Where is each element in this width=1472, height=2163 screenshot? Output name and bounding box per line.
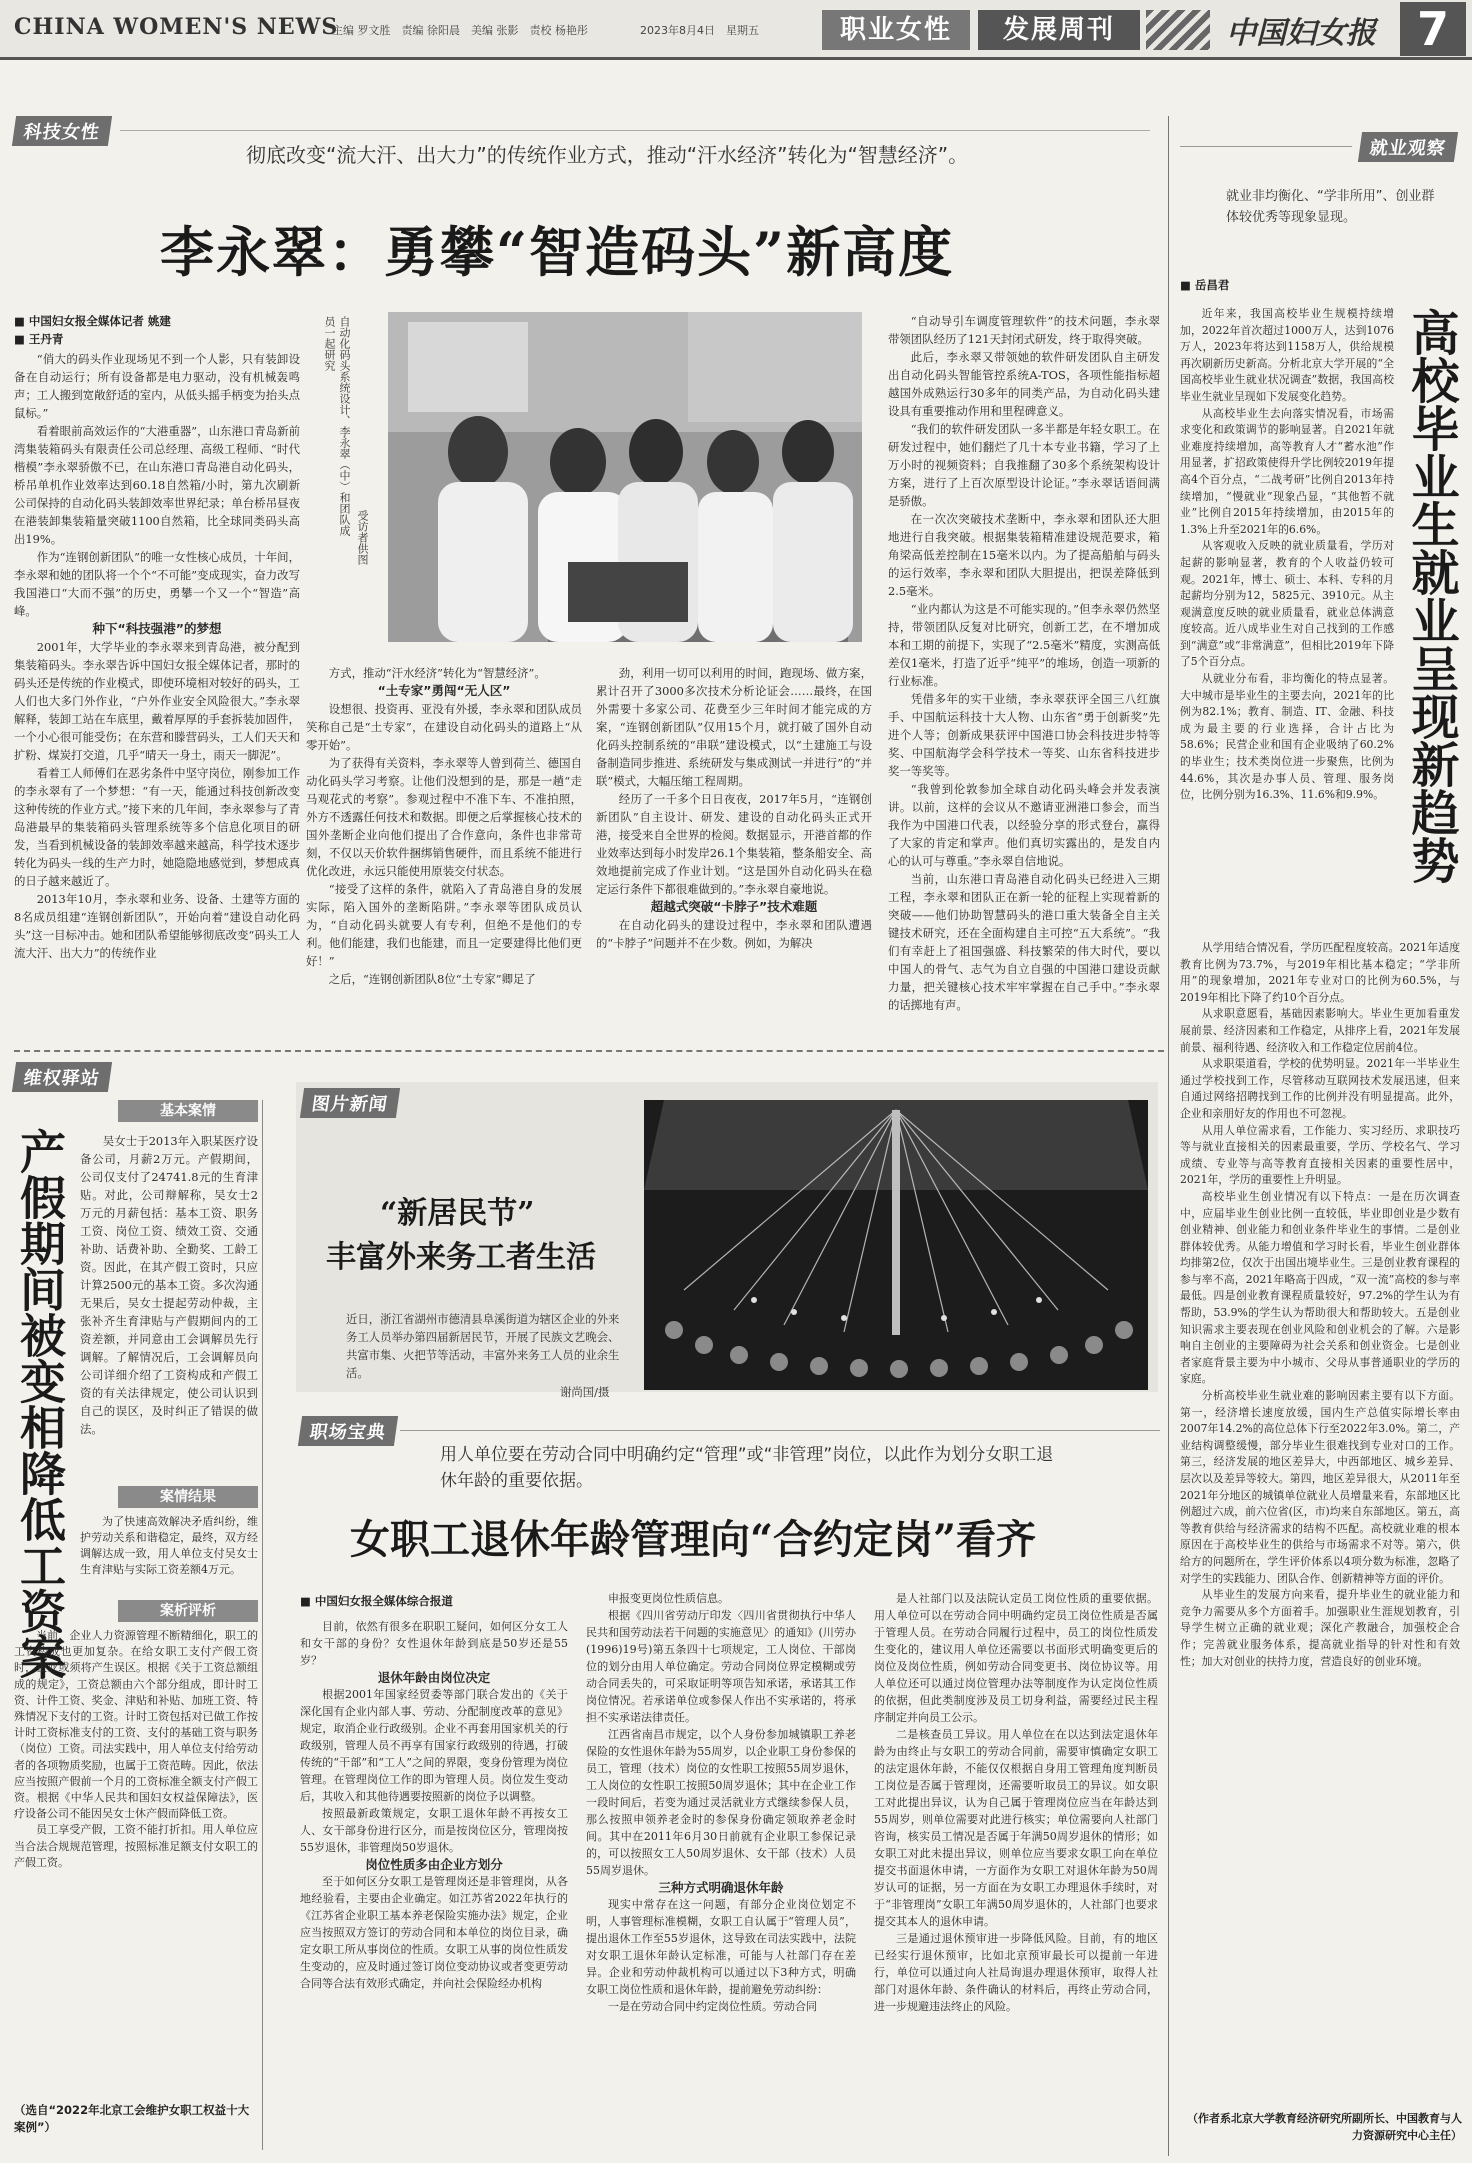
rights-result-text xyxy=(80,1514,258,1594)
article1-col1 xyxy=(14,350,300,960)
paragraph: 当前，企业人力资源管理不断精细化，职工的工资构成也更加复杂。在给女职工支付产假工资时，企业或须将产生误区。根据《关于工资总额组成的规定》，工资总额由六个部分组成，即计时工资、计件工资、奖金、津贴和补贴、加班工资、特殊情况下支付的工资。计时工资包括对已做工作按计时工资标准支付的工资、支付的基础工资与职务（岗位）工资。司法实践中，用人单位支付给劳动者的各项物质奖励，也属于工资范畴。因此，依法应当按照产假前一个月的工资标准全额支付产假工资。根据《中华人民共和国妇女权益保障法》，医疗设备公司不能因吴女士休产假而降低工资。 xyxy=(14,1629,258,1821)
label-basic-case: 基本案情 xyxy=(118,1100,258,1122)
paragraph: “俏大的码头作业现场见不到一个人影，只有装卸设备在自动运行；所有设备都是电力驱动，没有机械轰鸣声；工人搬到宽敞舒适的室内，从低头摇手柄变为抬头点鼠标。” xyxy=(14,352,300,420)
section-tag-workplace: 职场宝典 xyxy=(298,1416,398,1446)
photo-news-credit: 谢尚国/摄 xyxy=(560,1385,610,1399)
paragraph: 二是核查员工异议。用人单位在在以达到法定退休年龄为由终止与女职工的劳动合同前，需要审慎确定女职工的法定退休年龄，不能仅仅根据自身用工管理角度判断员工岗位是否属于管理岗，还需要听取员工的异议。如女职工对此提出异议，认为自己属于管理岗位应当在年龄达到55周岁，则单位需要对此进行核实；单位需要向人社部门咨询，核实员工情况是否属于年满50周岁退休的情形；如女职工对此未提出异议，则单位应当要求女职工向在单位提交书面退休申请，一方面作为女职工对退休年龄为50周岁认可的证据，另一方面在为女职工办理退休手续时，对于“非管理岗”女职工年满50周岁退休的，人社部门也要求提交其本人的退休申请。 xyxy=(874,1728,1158,1928)
article1-title: 李永翠：勇攀“智造码头”新高度 xyxy=(160,220,955,284)
paragraph: 2001年，大学毕业的李永翠来到青岛港，被分配到集装箱码头。李永翠告诉中国妇女报全媒体记者，那时的码头还是传统的作业模式，即使环境相对较好的码头，工人们也大多门外作业，“户外作业安全风险很大。”李永翠解释，装卸工站在车底里，戴着厚厚的手套拆装加固件，一个小心很可能受伤；在东营和滕营码头，工人们天天和扩粉、煤炭打交道，几乎“晴天一身土，雨天一脚泥”。 xyxy=(14,640,300,762)
byline-intern: ■ 王丹青 xyxy=(14,332,64,346)
paragraph: 为了获得有关资料，李永翠等人曾到荷兰、德国自动化码头学习考察。让他们没想到的是，那是一趟“走马观花式的考察”。参观过程中不准下车、不准拍照，外方不透露任何技术和数据。即便之后掌握核心技术的国外垄断企业向他们提出了合作意向，条件也非常苛刻，不仅以天价软件捆绑销售硬件，而且系统不能进行优化改进，永远只能使用原装交付状态。 xyxy=(306,756,582,878)
label-case-result: 案情结果 xyxy=(118,1486,258,1508)
paragraph: 之后，“连钢创新团队8位“土专家”卿足了 xyxy=(328,972,536,986)
paragraph: 至于如何区分女职工是管理岗还是非管理岗，从各地经验看，主要由企业确定。如江苏省2022年执行的《江苏省企业职工基本养老保险实施办法》规定，企业应当按照双方签订的劳动合同和本单位的岗位目录，确定女职工所从事岗位的性质。女职工从事的岗位性质发生变动的，应及时通过签订岗位变动协议或者变更劳动合同等合法有效形式确定，并向社会保险经办机构 xyxy=(300,1875,568,1990)
paragraph: 从用人单位需求看，工作能力、实习经历、求职技巧等与就业直接相关的因素最重要，学历、学校名气、学习成绩、专业等与高等教育直接相关因素的重要性居中，2021年，学历的重要性上升明显。 xyxy=(1180,1123,1460,1187)
subheading: 退休年龄由岗位决定 xyxy=(377,1670,491,1685)
tab-development-weekly: 发展周刊 xyxy=(978,10,1140,50)
paragraph: 当前，山东港口青岛港自动化码头已经进入三期工程，李永翠和团队正在新一轮的征程上实现着新的突破——他们协助智慧码头的港口重大装备全自主关键技术研究，还在全面构建自主可控“五大系统”。“我们有幸赶上了祖国强盛、科技繁荣的伟大时代，要以中国人的骨气、志气为自立自强的中国港口建设贡献力量，把关键核心技术牢牢掌握在自己手中。”李永翠的话掷地有声。 xyxy=(888,872,1160,1012)
issue-date: 2023年8月4日 星期五 xyxy=(640,24,759,37)
section-rule xyxy=(400,1430,1160,1431)
paragraph: “业内都认为这是不可能实现的。”但李永翠仍然坚持，带领团队反复对比研究，创新工艺，在不增加成本和工期的前提下，实现了“2.5毫米”精度，实测高低差仅1毫米，打造了近乎“纯平”的堆场，创造一项新的行业标准。 xyxy=(888,602,1160,688)
column-divider xyxy=(262,1100,263,2150)
article1-col2 xyxy=(306,664,582,986)
paragraph: 在自动化码头的建设过程中，李永翠和团队遭遇的“卡脖子”问题并不在少数。例如，为解决 xyxy=(596,918,872,950)
paragraph: 申报变更岗位性质信息。 xyxy=(608,1592,729,1605)
paragraph: 根据《四川省劳动厅印发〈四川省贯彻执行中华人民共和国劳动法若干问题的实施意见〉的通知》(川劳办(1996)19号)第五条四十七项规定，工人岗位、干部岗位的划分由用人单位确定。劳动合同岗位界定模糊或劳动合同丢失的，可采取证明等项告知承诺，承诺其工作岗位情况。若承诺单位或参保人作出不实承诺的，将承担不实承诺法律责任。 xyxy=(586,1609,856,1724)
photo-caption: 自动化码头系统设计、李永翠（中）和团队成员一起研究 xyxy=(323,316,351,536)
paragraph: 分析高校毕业生就业难的影响因素主要有以下方面。第一，经济增长速度放缓，国内生产总值实际增长率由2007年14.2%的高位总体下行至2022年3.0%。第二，产业结构调整缓慢，部分毕业生很难找到专业对口的工作。第三，经济发展的地区差异大，中西部地区、城乡差异、层次以及差异等较大。第四，地区差异很大，从2011年至2021年分地区的城镇单位就业人员增量来看，东部地区比例超过六成，前六位省(区，市)均来自东部地区。第五，高等教育供给与经济需求的结构不匹配。高校就业难的根本原因在于高校毕业生的供给与市场需求不对等。第六，供给方的问题所在，学生评价体系以4项分数为标准，忽略了对学生的实践能力、团队合作、创新精神等方面的评价。 xyxy=(1180,1389,1460,1585)
paragraph: 从求职意愿看，基础因素影响大。毕业生更加看重发展前景、经济因素和工作稳定，从排序上看，2021年发展前景、福利待遇、经济收入和工作稳定位居前4位。 xyxy=(1180,1007,1460,1054)
paragraph: 一是在劳动合同中约定岗位性质。劳动合同 xyxy=(608,2000,817,2013)
paragraph: 此后，李永翠又带领她的软件研发团队自主研发出自动化码头智能管控系统A-TOS，各项性能指标超越国外成熟运行30多年的同类产品，为自动化码头建设具有重要推动作用和里程碑意义。 xyxy=(888,350,1160,418)
paragraph: 高校毕业生创业情况有以下特点：一是在历次调查中，应届毕业生创业比例一直较低，毕业即创业是少数有创业精神、创业能力和创业条件毕业生的事情。二是创业群体较优秀。从能力增值和学习时长看，毕业生创业群体均排第2位，仅次于出国出境毕业生。三是创业教育课程的参与率不高，2021年略高于四成，“双一流”高校的参与率最低。四是创业教育课程质量较好，97.2%的学生认为有帮助，53.9%的学生认为帮助很大和帮助较大。五是创业知识需求主要表现在创业风险和创业机会的了解。六是影响自主创业的主要障碍为社会关系和创业资金。七是创业者家庭背景主要为中小城市、父母从事普通职业的学历的家庭。 xyxy=(1180,1189,1460,1386)
employment-title: 高校毕业生就业呈现新趋势 xyxy=(1403,308,1459,884)
article2-col1 xyxy=(300,1618,568,2158)
subheading: 三种方式明确退休年龄 xyxy=(658,1880,784,1895)
column-divider xyxy=(1168,116,1169,2156)
section-tag-photo-news: 图片新闻 xyxy=(300,1088,400,1118)
section-rule xyxy=(120,130,1150,131)
photo-credit: 受访者供图 xyxy=(356,510,369,565)
paragraph: 从客观收入反映的就业质量看，学历对起薪的影响显著，教育的个人收益仍较可观。2021年，博士、硕士、本科、专科的月起薪均分别为12，5825元、3910元。从主观满意度反映的就业质量看，就业总体满意度较高。近八成毕业生对自己找到的工作感到“满意”或“非常满意”，但相比2019年下降了5个百分点。 xyxy=(1180,539,1394,669)
section-rule xyxy=(1180,146,1352,147)
section-tag-tech-women: 科技女性 xyxy=(12,116,112,146)
paragraph: “我们的软件研发团队一多半都是年轻女职工。在研发过程中，她们翻烂了几十本专业书籍，学习了上万小时的视频资料；自我推翻了30多个系统架构设计方案，进行了上百次原型设计论证。”李永翠话语间满是骄傲。 xyxy=(888,422,1160,508)
section-divider xyxy=(14,1050,1164,1052)
article1-col3 xyxy=(596,664,872,950)
newspaper-logo: 中国妇女报 xyxy=(1226,16,1376,51)
paragraph: 劲，利用一切可以利用的时间，跑现场、做方案，累计召开了3000多次技术分析论证会……最终，在国外需要十多家公司、花费至少三年时间才能完成的方案，“连钢创新团队”仅用15个月，就打破了国外自动化码头控制系统的“串联”建设模式，以“土建施工与设备制造同步推进、系统研发与集成测试一并进行”的“并联”模式，大幅压缩工程周期。 xyxy=(596,666,872,788)
article2-byline: ■ 中国妇女报全媒体综合报道 xyxy=(300,1594,453,1608)
paragraph: 方式，推动“汗水经济”转化为“智慧经济”。 xyxy=(328,666,546,680)
paragraph: 从毕业生的发展方向来看，提升毕业生的就业能力和竞争力需要从多个方面着手。加强职业生涯规划教育，引导学生树立正确的就业观；深化产教融合，加强校企合作；完善就业服务体系，提高就业指导的针对性和有效性；加大对创业的扶持力度，营造良好的创业环境。 xyxy=(1180,1588,1460,1668)
paragraph: 近年来，我国高校毕业生规模持续增加，2022年首次超过1000万人，达到1076万人，2023年将达到1158万人，供给规模再次刷新历史新高。分析北京大学开展的“全国高校毕业生就业状况调查”数据，我国高校毕业生就业呈现如下发展变化趋势。 xyxy=(1180,307,1394,403)
section-tag-rights-station: 维权驿站 xyxy=(12,1062,112,1092)
staff-credits: 主编 罗文胜 责编 徐阳晨 美编 张影 责校 杨艳彤 xyxy=(332,24,588,37)
festival-photo xyxy=(644,1100,1148,1390)
page-number: 7 xyxy=(1400,2,1466,56)
rights-source: （选自“2022年北京工会维护女职工权益十大案例”） xyxy=(14,2103,250,2134)
article2-title: 女职工退休年龄管理向“合约定岗”看齐 xyxy=(350,1516,1037,1563)
paragraph: “接受了这样的条件，就陷入了青岛港自身的发展实际，陷入国外的垄断陷阱。”李永翠等团队成员认为，“自动化码头就要人有专利，但绝不是他们的专利。他们能建，我们也能建，而且一定要建得比他们更好！” xyxy=(306,882,582,968)
label-case-comment: 案析评析 xyxy=(118,1600,258,1622)
subheading: “土专家”勇闯“无人区” xyxy=(377,683,511,698)
employment-byline: ■ 岳昌君 xyxy=(1180,278,1230,292)
paragraph: 看着工人师傅们在恶劣条件中坚守岗位，刚参加工作的李永翠有了一个梦想：“有一天，能通过科技创新改变这种传统的作业方式。”接下来的几年间，李永翠参与了青岛港最早的集装箱码头管理系统等多个信息化项目的研发，当看到机械设备的装卸效率越来越高，科学技术逐步转化为码头一线的生产力时，她隐隐地感觉到，梦想成真的日子越来越近了。 xyxy=(14,766,300,888)
article1-subtitle: 彻底改变“流大汗、出大力”的传统作业方式，推动“汗水经济”转化为“智慧经济”。 xyxy=(246,143,969,167)
paragraph: 从就业分布看，非均衡化的特点显著。大中城市是毕业生的主要去向，2021年的比例为82.1%；教育、制造、IT、金融、科技成为最主要的行业选择，合计占比为58.6%；民营企业和国有企业吸纳了60.2%的毕业生；技术类岗位进一步聚焦，比例为44.6%，其次是办事人员、管理、服务岗位，比例分别为16.3%、11.6%和9.9%。 xyxy=(1180,672,1394,802)
tab-career-women: 职业女性 xyxy=(822,10,970,50)
paragraph: 员工享受产假，工资不能打折扣。用人单位应当合法合规规范管理，按照标准足额支付女职工的产假工资。 xyxy=(14,1823,258,1869)
subheading: 种下“科技强港”的梦想 xyxy=(92,621,222,636)
paragraph: 三是通过退休预审进一步降低风险。目前，有的地区已经实行退休预审，比如北京预审最长可以提前一年进行，单位可以通过向人社局询退办理退休预审，取得人社部门对退休年龄、条件确认的材料后，再终止劳动合同，进一步规避违法终止的风险。 xyxy=(874,1932,1158,2013)
paragraph: 从求职渠道看，学校的优势明显。2021年一半毕业生通过学校找到工作，尽管移动互联网技术发展迅速，但来自通过网络招聘找到工作的比例并没有明显提高。此外，企业和亲朋好友的作用也不可忽视。 xyxy=(1180,1057,1460,1120)
paragraph: 作为“连钢创新团队”的唯一女性核心成员，十年间，李永翠和她的团队将一个个“不可能”变成现实，奋力改写我国港口“大而不强”的历史，勇攀一个又一个“智造”高峰。 xyxy=(14,550,300,618)
article2-col2 xyxy=(586,1590,856,2158)
byline-reporter: ■ 中国妇女报全媒体记者 姚建 xyxy=(14,314,171,328)
paragraph: 目前，依然有很多在职职工疑问，如何区分女工人和女干部的身份？女性退休年龄到底是50岁还是55岁？ xyxy=(300,1620,568,1667)
paragraph: 凭借多年的实干业绩，李永翠获评全国三八红旗手、中国航运科技十大人物、山东省“勇于创新奖”先进个人等；创新成果获评中国港口协会科技进步特等奖、中国航海学会科学技术一等奖、山东省科技进步奖一等奖等。 xyxy=(888,692,1160,778)
article2-subtitle: 用人单位要在劳动合同中明确约定“管理”或“非管理”岗位，以此作为划分女职工退休年龄的重要依据。 xyxy=(440,1445,1054,1491)
photo-news-subtitle: 丰富外来务工者生活 xyxy=(326,1240,596,1275)
rights-basic-text xyxy=(80,1132,258,1478)
subheading: 岗位性质多由企业方划分 xyxy=(365,1857,503,1872)
paragraph: 从学用结合情况看，学历匹配程度较高。2021年适度教育比例为73.7%，与2019年相比基本稳定；“学非所用”的现象增加，2021年专业对口的比例为60.5%，与2019年相比下降了约10个百分点。 xyxy=(1180,941,1460,1004)
photo-news-title: “新居民节” xyxy=(380,1196,535,1231)
article2-col3 xyxy=(874,1590,1158,2158)
rights-title: 产假期间被变相降低工资案 xyxy=(13,1128,67,1680)
section-tag-employment: 就业观察 xyxy=(1358,132,1458,162)
paragraph: 现实中常存在这一问题，有部分企业岗位划定不明，人事管理标准模糊，女职工自认属于“管理人员”，提出退休工作至55岁退休，这导致在司法实践中，法院对女职工退休年龄认定标准，可能与人社部门存在差异。企业和劳动仲裁机构可以通过以下3种方式，明确女职工岗位性质和退休年龄，提前避免劳动纠纷： xyxy=(586,1898,856,1996)
employment-text-bottom xyxy=(1180,940,1460,2100)
employment-text-top xyxy=(1180,306,1394,936)
paragraph: 吴女士于2013年入职某医疗设备公司，月薪2万元。产假期间，公司仅支付了24741.8元的生育津贴。对此，公司辩解称，吴女士2万元的月薪包括：基本工资、职务工资、岗位工资、绩效工资、交通补助、话费补助、全勤奖、工龄工资。因此，在其产假工资时，只应计算2500元的基本工资。多次沟通无果后，吴女士提起劳动仲裁，主张补齐生育津贴与产假期间内的工资差额，并同意由工会调解员先行调解。了解情况后，工会调解员向公司详细介绍了工资构成和产假工资的有关法律规定，使公司认识到自己的误区，及时纠正了错误的做法。 xyxy=(80,1134,258,1436)
paragraph: 2013年10月，李永翠和业务、设备、土建等方面的8名成员组建“连钢创新团队”，开始向着“建设自动化码头”这一目标冲击。她和团队希望能够彻底改变“码头工人流大汗、出大力”的传统作业 xyxy=(14,892,300,960)
photo-news-caption: 近日，浙江省湖州市德清县阜溪街道为辖区企业的外来务工人员举办第四届新居民节，开展了民族文艺晚会、共富市集、火把节等活动，丰富外来务工人员的业余生活。 xyxy=(346,1312,620,1380)
paragraph: 是人社部门以及法院认定员工岗位性质的重要依据。用人单位可以在劳动合同中明确约定员工岗位性质是否属于管理人员。在劳动合同履行过程中，员工的岗位性质发生变化的，建议用人单位还需要以书面形式明确变更后的岗位及岗位性质，例如劳动合同变更书、岗位协议等。用人单位还可以通过岗位管理办法等制度作为认定岗位性质的依据，但此类制度涉及员工切身利益，需要经过民主程序制定并向员工公示。 xyxy=(874,1592,1158,1724)
paragraph: “自动导引车调度管理软件”的技术问题，李永翠带领团队经历了121天封闭式研发，终于取得突破。 xyxy=(888,314,1160,346)
employment-lead: 就业非均衡化、“学非所用”、创业群体较优秀等现象显现。 xyxy=(1226,189,1435,225)
paragraph: 按照最新政策规定，女职工退休年龄不再按女工人、女干部身份进行区分，而是按岗位区分，管理岗按55岁退休，非管理岗50岁退休。 xyxy=(300,1807,568,1854)
paragraph: 在一次次突破技术垄断中，李永翠和团队还大胆地进行自我突破。根据集装箱精准建设规范要求，箱角梁高低差控制在15毫米以内。为了提高船舶与码头的运行效率，李永翠和团队大胆提出，把误差降低到2.5毫米。 xyxy=(888,512,1160,598)
article1-photo xyxy=(388,312,862,642)
paragraph: 看着眼前高效运作的“大港重器”，山东港口青岛新前湾集装箱码头有限责任公司总经理、高级工程师、“时代楷模”李永翠骄傲不已，在山东港口青岛港自动化码头，桥吊单机作业效率达到60.18自然箱/小时，第九次刷新公司保持的自动化码头装卸效率世界纪录；单台桥吊昼夜在港装卸集装箱量突破1100自然箱，比全球同类码头高出19%。 xyxy=(14,424,300,546)
stripe-decoration xyxy=(1146,10,1210,50)
employment-author-note: （作者系北京大学教育经济研究所副所长、中国教育与人力资源研究中心主任） xyxy=(1187,2112,1462,2142)
paragraph: 从高校毕业生去向落实情况看，市场需求变化和政策调节的影响显著。自2021年就业难度持续增加，高等教育人才“蓄水池”作用显著，扩招政策使得升学比例较2019年提高4个百分点，“二战考研”比例自2013年持续增加，“慢就业”现象凸显，“其他暂不就业”比例自2015年持续增加，由2015年的1.3%上升至2021年的6.6%。 xyxy=(1180,406,1394,536)
paragraph: 设想很、投资再、亚没有外援，李永翠和团队成员笑称自己是“土专家”，在建设自动化码头的道路上“从零开始”。 xyxy=(306,702,582,752)
paper-name-en: CHINA WOMEN'S NEWS xyxy=(14,14,339,40)
article1-byline xyxy=(14,312,171,348)
rights-comment-text xyxy=(14,1628,258,2090)
article1-col4 xyxy=(888,312,1160,1012)
paragraph: 江西省南昌市规定，以个人身份参加城镇职工养老保险的女性退休年龄为55周岁，以企业职工身份参保的员工，管理（技术）岗位的女性职工按照55周岁退休，工人岗位的女性职工按照50周岁退休；其中在企业工作一段时间后，若变为通过灵活就业方式继续参保人员，那么按照申领养老金时的参保身份确定领取养老金时间。其中在2011年6月30日前就有企业职工参保记录的，可以按照女工人50周岁退休、女干部（技术）人员55周岁退休。 xyxy=(586,1728,856,1877)
subheading: 超越式突破“卡脖子”技术难题 xyxy=(650,899,818,914)
paragraph: 根据2001年国家经贸委等部门联合发出的《关于深化国有企业内部人事、劳动、分配制度改革的意见》规定，取消企业行政级别。企业不再套用国家机关的行政级别，管理人员不再享有国家行政级别的待遇，打破传统的“干部”和“工人”之间的界限，变身份管理为岗位管理。在管理岗位工作的即为管理人员。岗位发生变动后，其收入和其他待遇要按照新的岗位予以调整。 xyxy=(300,1688,568,1803)
paragraph: 为了快速高效解决矛盾纠纷，维护劳动关系和谐稳定，最终，双方经调解达成一致，用人单位支付吴女士生育津贴与实际工资差额4万元。 xyxy=(80,1515,258,1576)
paragraph: “我曾到伦敦参加全球自动化码头峰会并发表演讲。以前，这样的会议从不邀请亚洲港口参会，而当我作为中国港口代表，以经验分享的形式登台，赢得了大家的肯定和掌声。他们真切实露出的，是发自内心的认可与尊重。”李永翠自信地说。 xyxy=(888,782,1160,868)
paragraph: 经历了一千多个日日夜夜，2017年5月，“连钢创新团队”自主设计、研发、建设的自动化码头正式开港，接受来自全世界的检阅。数据显示，开港首都的作业效率达到每小时发岸26.1个集装箱，整条船安全、高效地提前完成了作业计划。“这是国外自动化码头在稳定运行条件下都很难做到的。”李永翠自豪地说。 xyxy=(596,792,872,896)
